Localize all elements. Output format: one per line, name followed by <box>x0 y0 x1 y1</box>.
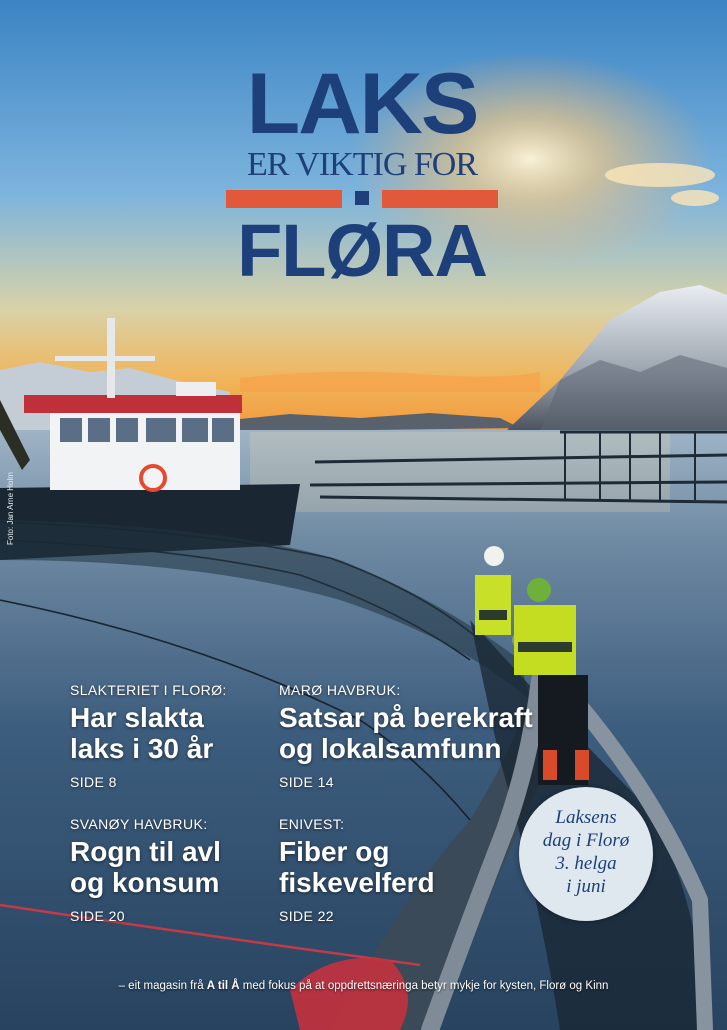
story-enivest[interactable] <box>279 816 435 924</box>
headline-line: Fiber og <box>279 836 390 867</box>
story-kicker: SVANØY HAVBRUK: <box>70 816 208 832</box>
masthead-subtitle: ER VIKTIG FOR <box>246 146 478 183</box>
headline-line: og konsum <box>70 867 220 898</box>
event-badge <box>519 787 653 921</box>
story-svanoy-havbruk[interactable] <box>70 816 221 924</box>
story-page-ref: SIDE 14 <box>279 774 334 790</box>
story-slakteriet[interactable] <box>70 682 227 790</box>
headline-line: og lokalsamfunn <box>279 733 502 764</box>
divider-dot <box>355 191 369 205</box>
footer-brand: A til Å <box>206 980 240 992</box>
footer-suffix: med fokus på at oppdrettsnæringa betyr mykje for kysten, Florø og Kinn <box>242 980 609 992</box>
masthead-divider <box>226 190 498 208</box>
badge-line: i juni <box>566 876 606 897</box>
story-headline <box>279 702 533 764</box>
story-headline <box>279 836 435 898</box>
masthead-title: LAKS <box>246 56 478 152</box>
story-kicker: ENIVEST: <box>279 816 345 832</box>
badge-line: 3. helga <box>555 853 617 874</box>
headline-line: Rogn til avl <box>70 836 221 867</box>
headline-line: Har slakta <box>70 702 204 733</box>
headline-line: laks i 30 år <box>70 733 214 764</box>
story-headline <box>70 836 221 898</box>
headline-line: fiskevelferd <box>279 867 435 898</box>
footer-tagline <box>0 980 727 992</box>
badge-line: Laksens <box>555 807 617 828</box>
story-page-ref: SIDE 22 <box>279 908 334 924</box>
footer-prefix: – eit magasin frå <box>118 980 204 992</box>
story-page-ref: SIDE 20 <box>70 908 125 924</box>
divider-right-bar <box>382 190 498 208</box>
headline-line: Satsar på berekraft <box>279 702 533 733</box>
photo-credit: Foto: Jan Arne Holm <box>6 472 15 545</box>
masthead <box>226 56 498 292</box>
story-page-ref: SIDE 8 <box>70 774 117 790</box>
story-maro-havbruk[interactable] <box>279 682 533 790</box>
story-kicker: MARØ HAVBRUK: <box>279 682 401 698</box>
badge-line: dag i Florø <box>542 830 630 851</box>
story-kicker: SLAKTERIET I FLORØ: <box>70 682 227 698</box>
divider-left-bar <box>226 190 342 208</box>
masthead-place: FLØRA <box>237 209 487 292</box>
story-headline <box>70 702 227 764</box>
badge-text <box>519 806 653 898</box>
